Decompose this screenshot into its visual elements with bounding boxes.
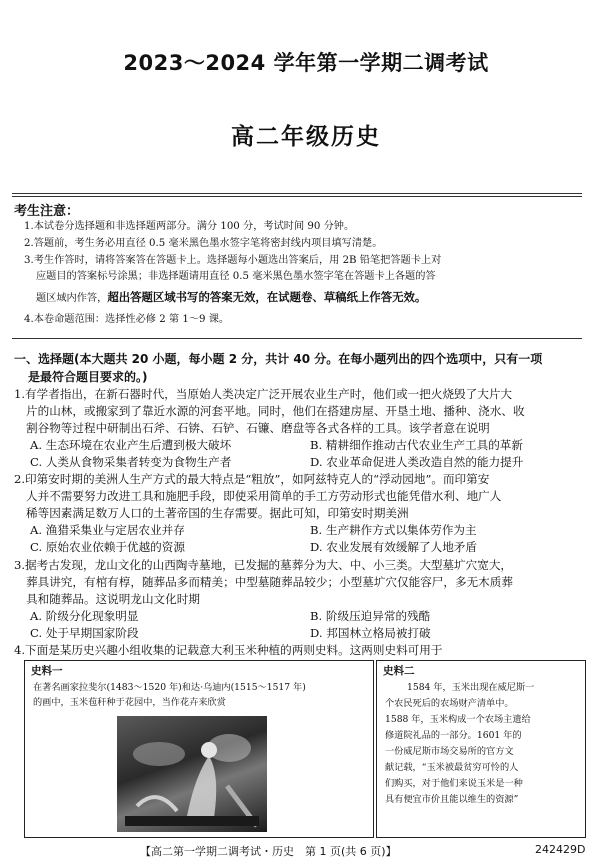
material-2-title: 史料二 — [383, 665, 415, 677]
material-2-box — [376, 660, 586, 838]
material-1-line-1: 在著名画家拉斐尔(1483～1520 年)和达·乌迪内(1515～1517 年) — [33, 682, 306, 693]
notice-item-4: 4.本卷命题范围：选择性必修 2 第 1～9 课。 — [24, 314, 230, 325]
material-2-line-5: 一份威尼斯市场交易所的官方文 — [385, 746, 514, 757]
question-1-option-c: C. 人类从食物采集者转变为食物生产者 — [30, 455, 232, 469]
exam-title: 2023～2024 学年第一学期二调考试 — [123, 51, 489, 75]
question-1-line-3: 割谷物等过程中研制出石斧、石锛、石铲、石镰、磨盘等各式各样的工具。该学者意在说明 — [26, 421, 490, 435]
question-2-line-2: 人并不需要努力改进工具和施肥手段，即使采用简单的手工方劳动形式也能凭借水利、地广人 — [26, 489, 502, 503]
question-3-option-b: B. 阶级压迫异常的残酷 — [310, 609, 431, 623]
notice-item-3: 3.考生作答时，请将答案答在答题卡上。选择题每小题选出答案后，用 2B 铅笔把答题卡上对 — [24, 255, 442, 266]
material-2-line-2: 个农民死后的农场财产清单中。 — [385, 698, 514, 709]
section-heading-line1: 一、选择题(本大题共 20 小题，每小题 2 分，共计 40 分。在每小题列出的四个选项中，只有一项 — [14, 352, 543, 366]
divider-top — [12, 193, 582, 194]
question-3-line-2: 葬具讲究，有棺有椁，随葬品多而精美；中型墓随葬品较少；小型墓圹穴仅能容尸，多无木质葬 — [26, 575, 513, 589]
material-1-title: 史料一 — [31, 665, 63, 677]
question-3-line-1: 3.据考古发现，龙山文化的山西陶寺墓地，已发掘的墓葬分为大、中、小三类。大型墓圹穴宽大， — [14, 558, 513, 572]
question-2-option-d: D. 农业发展有效缓解了人地矛盾 — [310, 540, 477, 554]
notice-item-1: 1.本试卷分选择题和非选择题两部分。满分 100 分，考试时间 90 分钟。 — [24, 221, 355, 232]
question-2-option-c: C. 原始农业依赖于优越的资源 — [30, 540, 185, 554]
painting-figures — [117, 716, 267, 832]
material-1-box — [24, 660, 374, 838]
notice-item-2: 2.答题前，考生务必用直径 0.5 毫米黑色墨水签字笔将密封线内项目填写清楚。 — [24, 238, 383, 249]
subject-title: 高二年级历史 — [231, 124, 381, 150]
question-1-line-2: 片的山林，或搬家到了靠近水源的河套平地。同时，他们在搭建房屋、开垦土地、播种、浇水、收 — [26, 404, 525, 418]
question-2-option-a: A. 渔猎采集业与定居农业并存 — [30, 523, 185, 537]
question-1-option-d: D. 农业革命促进人类改造自然的能力提升 — [310, 455, 524, 469]
divider-notice — [12, 338, 582, 339]
footer-page-info: 【高二第一学期二调考试・历史 第 1 页(共 6 页)】 — [140, 845, 397, 858]
notice-item-3-text: 题区域内作答， — [36, 293, 108, 304]
question-1-line-1: 1.有学者指出，在新石器时代，当原始人类决定广泛开展农业生产时，他们或一把火烧毁了大片大 — [14, 387, 513, 401]
question-2-line-3: 稀等因素满足数万人口的土著帝国的生存需要。据此可知，印第安时期美洲 — [26, 506, 409, 520]
material-1-line-2: 的画中，玉米苞秆种于花园中，当作花卉来欣赏 — [33, 697, 226, 708]
corn-painting-image — [117, 716, 267, 832]
material-2-line-4: 修道院礼品的一部分。1601 年的 — [385, 730, 522, 741]
question-3-line-3: 具和随葬品。这说明龙山文化时期 — [26, 592, 200, 606]
notice-item-3-cont2 — [36, 289, 426, 307]
divider-top-second — [12, 196, 582, 197]
question-4-stem: 4.下面是某历史兴趣小组收集的记载意大利玉米种植的两则史料。这两则史料可用于 — [14, 643, 443, 657]
material-2-line-3: 1588 年，玉米构成一个农场主遗给 — [385, 714, 531, 725]
notice-emphasis: 超出答题区域书写的答案无效，在试题卷、草稿纸上作答无效。 — [107, 290, 427, 304]
question-3-option-c: C. 处于早期国家阶段 — [30, 626, 139, 640]
footer-code: 242429D — [535, 843, 586, 856]
question-2-option-b: B. 生产耕作方式以集体劳作为主 — [310, 523, 477, 537]
notice-heading: 考生注意： — [14, 204, 80, 219]
notice-item-3-cont: 应题目的答案标号涂黑；非选择题请用直径 0.5 毫米黑色墨水签字笔在答题卡上各题的答 — [36, 271, 436, 282]
question-1-option-b: B. 精耕细作推动古代农业生产工具的革新 — [310, 438, 523, 452]
question-2-line-1: 2.印第安时期的美洲人生产方式的最大特点是“粗放”，如阿兹特克人的“浮动园地”。而印第安 — [14, 472, 490, 486]
question-3-option-d: D. 邦国林立格局被打破 — [310, 626, 431, 640]
question-3-option-a: A. 阶级分化现象明显 — [30, 609, 139, 623]
question-1-option-a: A. 生态环境在农业产生后遭到极大破坏 — [30, 438, 232, 452]
material-2-line-1: 1584 年，玉米出现在威尼斯一 — [407, 682, 535, 693]
material-2-line-7: 们购买，对于他们来说玉米是一种 — [385, 778, 523, 789]
material-2-line-6: 献记载，“玉米被最贫穷可怜的人 — [385, 762, 519, 773]
section-heading — [14, 350, 584, 386]
section-heading-line2: 是最符合题目要求的。) — [28, 370, 148, 384]
material-2-line-8: 具有便宜市价且能以维生的资源” — [385, 794, 519, 805]
